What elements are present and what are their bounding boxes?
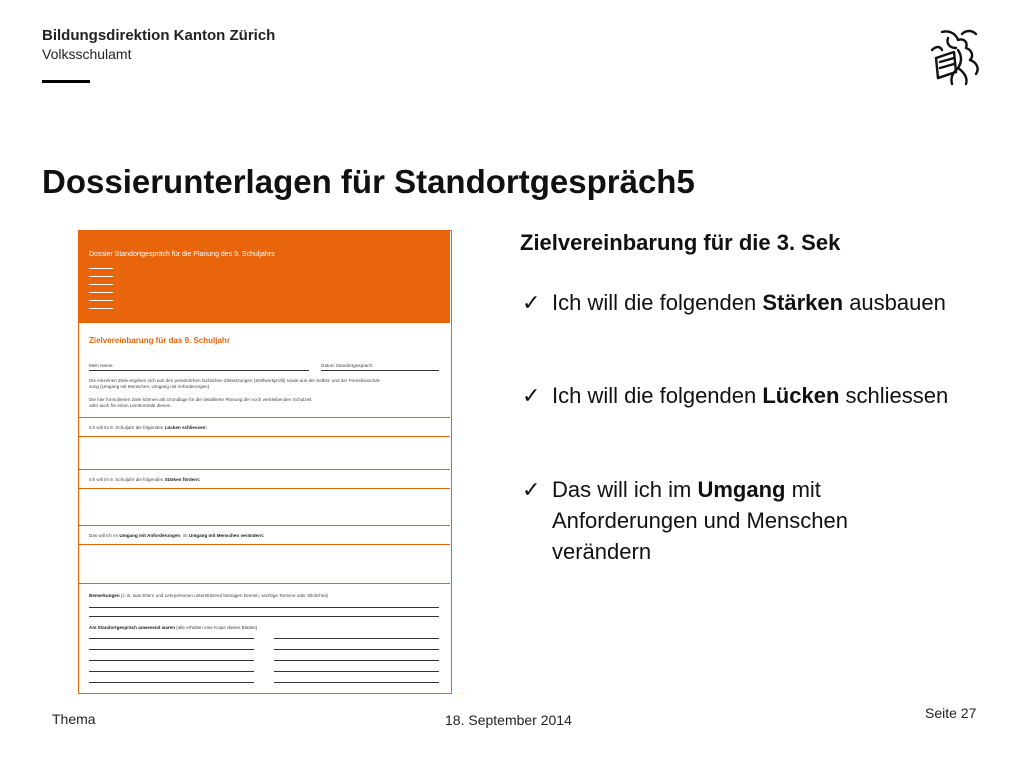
document-preview-name-rule	[89, 370, 309, 371]
document-preview-field-rule	[79, 469, 450, 470]
document-preview-header-line	[89, 276, 113, 277]
document-preview-intro-line: Die hier formulierten Ziele können als Grundlage für die detaillierte Planung der noch verbleibenden Schulzeit	[89, 397, 312, 402]
document-preview-remarks-label: Bemerkungen (z. B. was Eltern und Lehrpersonen unterstützend beitragen können, wichtige Termine oder ähnliches)	[89, 593, 329, 598]
slide-title: Dossierunterlagen für Standortgespräch5	[42, 163, 695, 200]
document-preview-header-line	[89, 268, 113, 269]
checkmark-icon: ✓	[522, 477, 541, 502]
footer-page-number: Seite 27	[925, 705, 977, 721]
document-preview-field-rule	[79, 488, 450, 489]
document-preview-section-title: Zielvereinbarung für das 9. Schuljahr	[89, 336, 230, 345]
document-preview-remarks-rule	[89, 607, 439, 608]
document-preview	[78, 230, 452, 694]
document-preview-intro-line: Die einzelnen Ziele ergeben sich aus den persönlichen fachlichen Zielsetzungen (Stellwerkprofil) sowie aus der Selbst- und der Fremdeinschät-	[89, 378, 381, 383]
document-preview-present-rule	[274, 660, 439, 661]
document-preview-intro-line: zung (Umgang mit Menschen, Umgang mit Anforderungen).	[89, 384, 211, 389]
document-preview-header	[79, 231, 450, 323]
document-preview-field-strengths-label: Ich will im 9. Schuljahr die folgenden Stärken fördern:	[89, 477, 201, 482]
document-preview-field-rule	[79, 544, 450, 545]
document-preview-present-rule	[89, 638, 254, 639]
footer-topic: Thema	[52, 711, 96, 727]
zurich-lion-crest-icon	[928, 28, 984, 88]
document-preview-intro-line: oder auch für einen Lernkontrakt dienen.	[89, 403, 172, 408]
bullet-text: Ich will die folgenden Stärken ausbauen	[552, 290, 946, 315]
footer-date: 18. September 2014	[445, 712, 572, 728]
bullet-text: Das will ich im Umgang mit Anforderungen und Menschen verändern	[552, 477, 848, 564]
document-preview-present-rule	[274, 649, 439, 650]
document-preview-date-rule	[321, 370, 439, 371]
document-preview-header-line	[89, 300, 113, 301]
document-preview-header-line	[89, 308, 113, 309]
header-rule	[42, 80, 90, 83]
document-preview-header-line	[89, 284, 113, 285]
document-preview-header-title: Dossier Standortgespräch für die Planung des 9. Schuljahrs	[89, 251, 275, 258]
document-preview-remarks-rule	[89, 616, 439, 617]
document-preview-field-change-label: Das will ich im Umgang mit Anforderungen, im Umgang mit Menschen verändern:	[89, 533, 265, 538]
document-preview-field-rule	[79, 436, 450, 437]
subheading: Zielvereinbarung für die 3. Sek	[520, 230, 841, 255]
document-preview-present-rule	[89, 660, 254, 661]
document-preview-present-rule	[89, 671, 254, 672]
document-preview-present-rule	[274, 671, 439, 672]
header-organization: Bildungsdirektion Kanton Zürich	[42, 27, 276, 44]
document-preview-field-rule	[79, 583, 450, 584]
document-preview-name-label: Mein Name:	[89, 363, 114, 368]
checkmark-icon: ✓	[522, 290, 541, 315]
document-preview-header-line	[89, 292, 113, 293]
document-preview-present-rule	[274, 682, 439, 683]
document-preview-field-rule	[79, 525, 450, 526]
document-preview-field-gaps-label: Ich will im 9. Schuljahr die folgenden Lücken schliessen:	[89, 425, 207, 430]
document-preview-present-rule	[89, 682, 254, 683]
document-preview-date-label: Datum Standortgespräch:	[321, 363, 374, 368]
document-preview-present-rule	[89, 649, 254, 650]
document-preview-present-label: Am Standortgespräch anwesend waren (alle erhalten eine Kopie dieses Blattes)	[89, 625, 258, 630]
document-preview-field-rule	[79, 417, 450, 418]
header-department: Volksschulamt	[42, 46, 132, 62]
checkmark-icon: ✓	[522, 383, 541, 408]
document-preview-present-rule	[274, 638, 439, 639]
bullet-text: Ich will die folgenden Lücken schliessen	[552, 383, 949, 408]
